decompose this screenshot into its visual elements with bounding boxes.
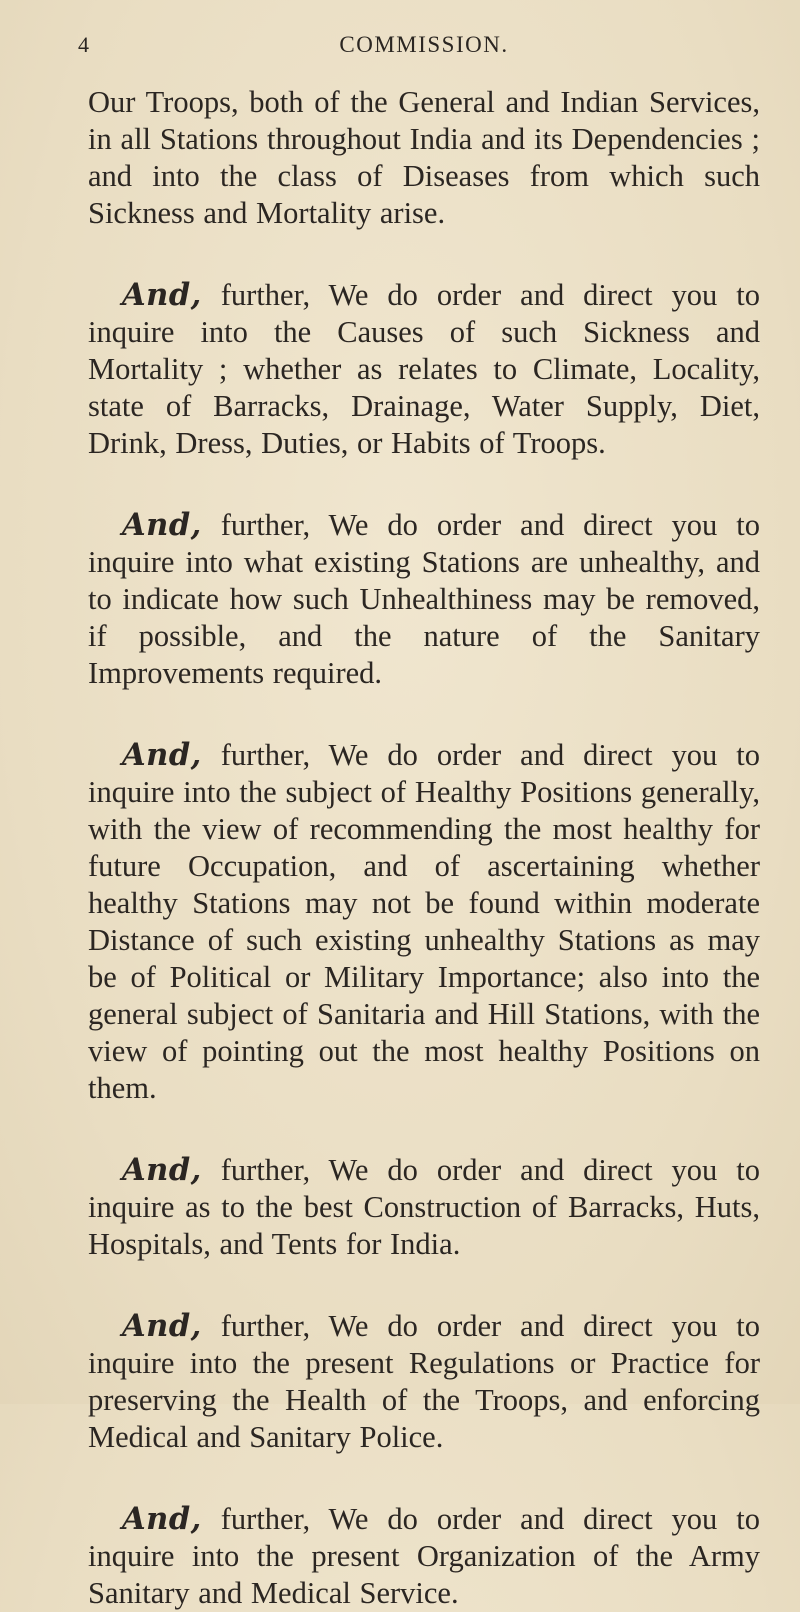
paragraph-7	[88, 1501, 760, 1612]
paragraph-lead: And,	[122, 1308, 202, 1344]
page-number: 4	[78, 32, 90, 57]
paragraph-text: further, We do order and direct you to inquire into the subject of Healthy Positions generally, with the view of recommending the most healthy for future Occupation, and of ascertaining whether healthy Stations may not be found within moderate Distance of such existing unhealthy Stations as may be of Political or Military Importance; also into the general subject of Sanitaria and Hill Stations, with the view of pointing out the most healthy Positions on them.	[88, 738, 760, 1105]
paragraph-text: further, We do order and direct you to inquire into the present Regulations or Practice for preserving the Health of the Troops, and enforcing Medical and Sanitary Police.	[88, 1309, 760, 1454]
paragraph-text: Our Troops, both of the General and Indian Services, in all Stations throughout India and its Dependencies ; and into the class of Diseases from which such Sickness and Mortality arise.	[88, 85, 760, 230]
paragraph-5	[88, 1152, 760, 1263]
paragraph-lead: And,	[122, 507, 202, 543]
paragraph-lead: And,	[122, 277, 202, 313]
paragraph-lead: And,	[122, 1152, 202, 1188]
paragraph-lead: And,	[122, 737, 202, 773]
paragraph-text: further, We do order and direct you to inquire as to the best Construction of Barracks, Huts, Hospitals, and Tents for India.	[88, 1153, 760, 1261]
running-head	[78, 28, 760, 68]
paragraph-3	[88, 507, 760, 692]
paragraph-6	[88, 1308, 760, 1456]
paragraph-lead: And,	[122, 1501, 202, 1537]
paragraph-1	[88, 84, 760, 232]
paragraph-text: further, We do order and direct you to inquire into the present Organization of the Army Sanitary and Medical Service.	[88, 1502, 760, 1610]
paragraph-2	[88, 277, 760, 462]
paragraph-text: further, We do order and direct you to inquire into what existing Stations are unhealthy, and to indicate how such Unhealthiness may be removed, if possible, and the nature of the Sanitary Improvements required.	[88, 508, 760, 690]
paragraph-4	[88, 737, 760, 1107]
running-title: COMMISSION.	[339, 32, 509, 57]
paragraph-text: further, We do order and direct you to inquire into the Causes of such Sickness and Mortality ; whether as relates to Climate, Locality, state of Barracks, Drainage, Water Supply, Diet, Drink, Dress, Duties, or Habits of Troops.	[88, 278, 760, 460]
